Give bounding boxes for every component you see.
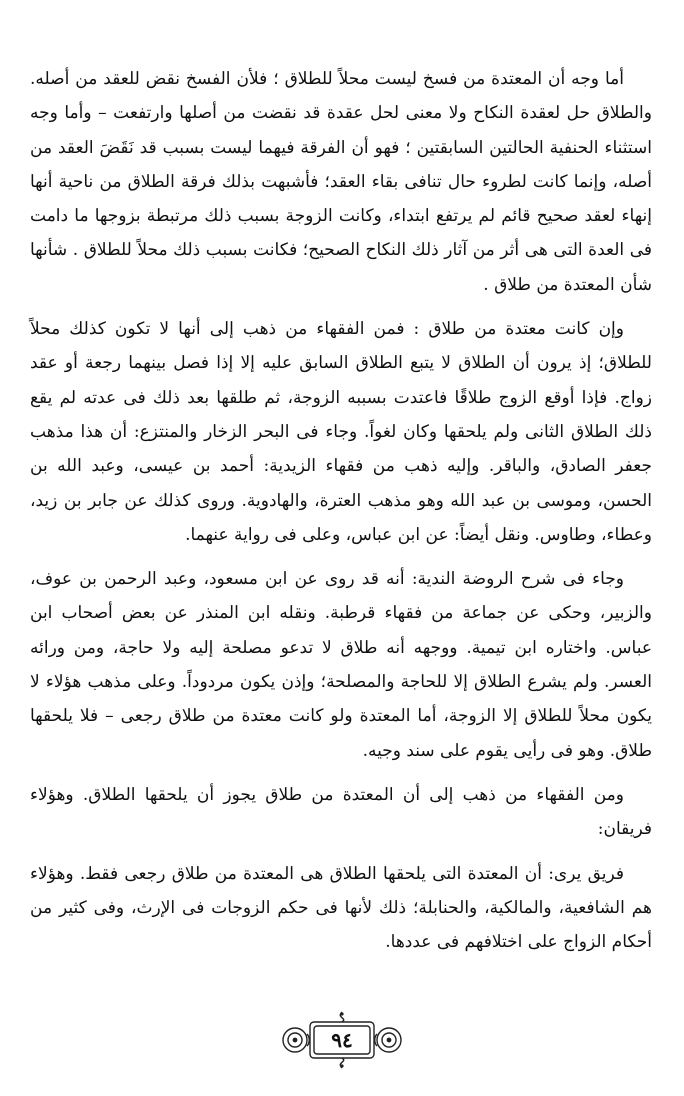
paragraph-gap (30, 847, 652, 857)
paragraph-5: فريق يرى: أن المعتدة التى يلحقها الطلاق هى المعتدة من طلاق رجعى فقط. وهؤلاء هم الشافعية، والمالكية، والحنابلة؛ ذلك لأنها فى حكم الزوجات فى الإرث، وفى كثير من أحكام الزواج على اختلافهم فى عددها. (30, 863, 653, 953)
paragraph-4: ومن الفقهاء من ذهب إلى أن المعتدة من طلاق يجوز أن يلحقها الطلاق. وهؤلاء فريقان: (30, 784, 652, 840)
ornament-frame (280, 1010, 404, 1070)
body-text (30, 62, 652, 959)
page-footer (0, 1010, 684, 1070)
paragraph-2: وإن كانت معتدة من طلاق : فمن الفقهاء من ذهب إلى أنها لا تكون كذلك محلاً للطلاق؛ إذ يرون أن الطلاق لا يتبع الطلاق السابق عليه إلا إذا فصل بينهما رجعة أو عقد زواج. فإذا أوقع الزوج طلاقًا فاعتدت بسببه الزوجة، ثم طلقها بعد ذلك فى عدته لم يقع ذلك الطلاق الثانى ولم يلحقها وكان لغواً. وجاء فى البحر الزخار والمنتزع: أن هذا مذهب جعفر الصادق، والباقر. وإليه ذهب من فقهاء الزيدية: أحمد بن عيسى، وعبد الله بن الحسن، وموسى بن عبد الله وهو مذهب العترة، والهادوية. وروى كذلك عن جابر بن زيد، وعطاء، وطاوس. ونقل أيضاً: عن ابن عباس، وعلى فى رواية عنهما. (30, 319, 652, 545)
paragraph-gap (30, 552, 652, 562)
paragraph-gap (30, 768, 652, 778)
page-number: ٩٤ (331, 1028, 353, 1052)
paragraph-3: وجاء فى شرح الروضة الندية: أنه قد روى عن ابن مسعود، وعبد الرحمن بن عوف، والزبير، وحكى عن جماعة من فقهاء قرطبة. ونقله ابن المنذر عن بعض أصحاب ابن عباس. واختاره ابن تيمية. ووجهه أنه طلاق لا تدعو مصلحة إليه ولا حاجة، ومن ورائه العسر. ولم يشرع الطلاق إلا للحاجة والمصلحة؛ وإذن يكون مردوداً. وعلى مذهب هؤلاء لا يكون محلاً للطلاق إلا الزوجة، أما المعتدة ولو كانت معتدة من طلاق رجعى – فلا يلحقها طلاق. وهو فى رأيى يقوم على سند وجيه. (30, 569, 652, 761)
paragraph-1: أما وجه أن المعتدة من فسخ ليست محلاً للطلاق ؛ فلأن الفسخ نقض للعقد من أصله. والطلاق حل لعقدة النكاح ولا معنى لحل عقدة قد نقضت من أصلها وارتفعت – وأما وجه استثناء الحنفية الحالتين السابقتين ؛ فهو أن الفرقة فيهما ليست بسبب قد نَقَضَ العقد من أصله، وإنما كانت لطروء حال تنافى بقاء العقد؛ فأشبهت بذلك فرقة الطلاق من ناحية أنها إنهاء لعقد صحيح قائم لم يرتفع ابتداء، وكانت الزوجة بسبب ذلك مرتبطة بزوجها ما دامت فى العدة التى هى أثر من آثار ذلك النكاح الصحيح؛ فكانت بسبب ذلك محلاً للطلاق . شأنها شأن المعتدة من طلاق . (30, 69, 652, 295)
paragraph-gap (30, 302, 652, 312)
